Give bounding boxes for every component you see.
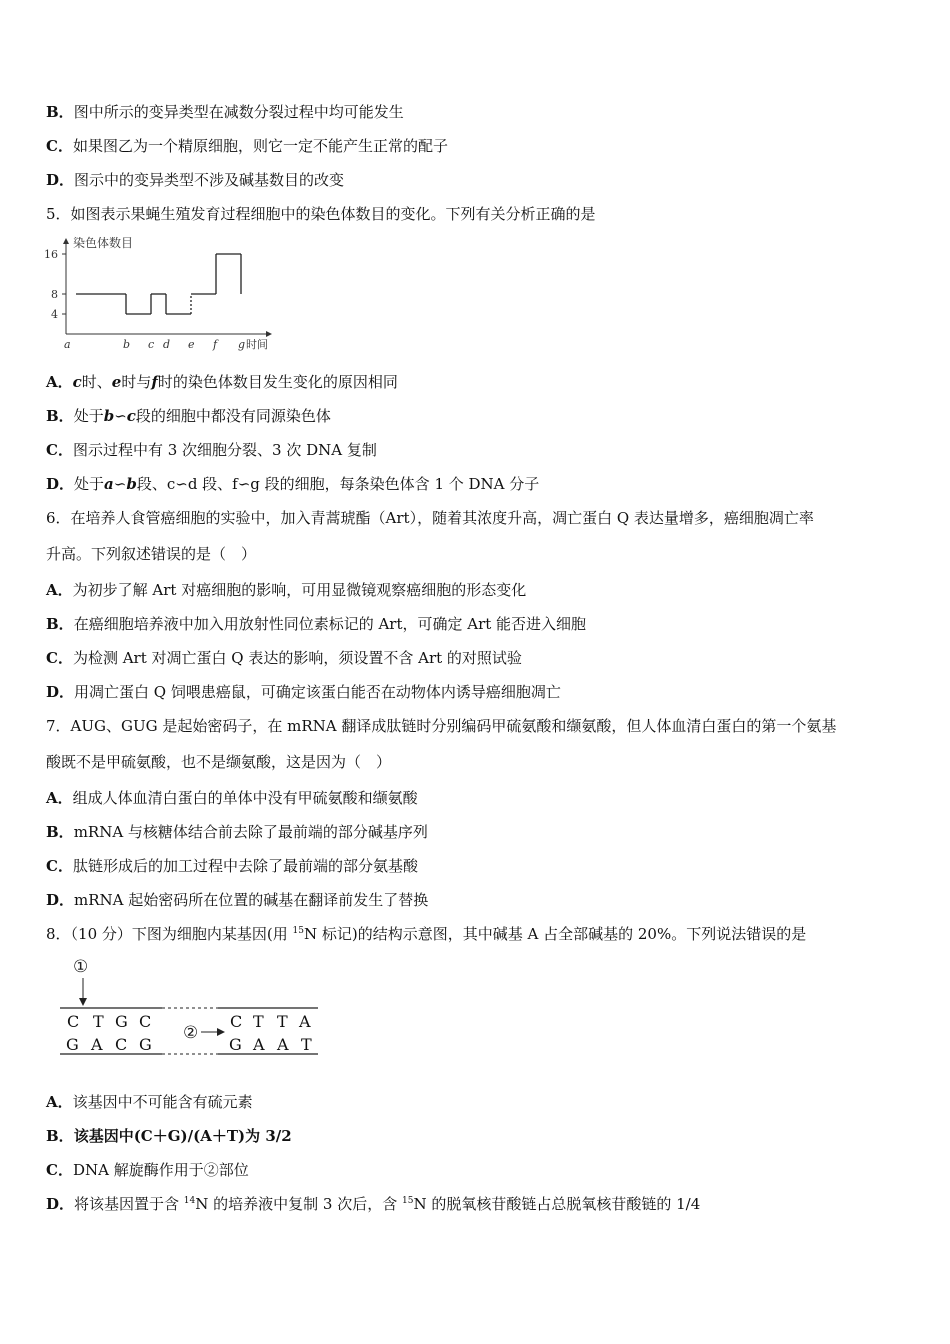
base-top-left-1: C: [67, 1012, 80, 1031]
chromosome-number-chart: [40, 232, 280, 356]
option-text: c: [126, 407, 136, 425]
option-text: 肽链形成后的加工过程中去除了最前端的部分氨基酸: [72, 857, 418, 875]
q7-option-a: [46, 788, 418, 808]
base-bottom-right-3: A: [277, 1035, 289, 1054]
option-text: 处于: [74, 475, 105, 493]
option-text: 该基因中(C＋G)/(A＋T)为 3/2: [73, 1127, 292, 1145]
option-text: 将该基因置于含: [74, 1195, 184, 1213]
option-label: C．: [46, 441, 73, 459]
option-text: c: [72, 373, 82, 391]
q6-stem-line1: 6．在培养人食管癌细胞的实验中，加入青蒿琥酯（Art），随着其浓度升高，凋亡蛋白 Q 表达量增多，癌细胞凋亡率: [46, 509, 814, 527]
option-text: mRNA 起始密码所在位置的碱基在翻译前发生了替换: [74, 891, 429, 909]
q6-stem-line2: 升高。下列叙述错误的是（ ）: [46, 545, 257, 563]
base-bottom-left-3: C: [115, 1035, 128, 1054]
q8-option-a: [46, 1092, 253, 1112]
option-label: A．: [46, 1093, 73, 1111]
y-tick-label: 8: [51, 288, 58, 301]
option-text: b: [103, 407, 115, 425]
base-top-right-1: C: [230, 1012, 243, 1031]
base-top-left-3: G: [115, 1012, 128, 1031]
option-text: 段、c∽d 段、f∽g 段的细胞，每条染色体含 1 个 DNA 分子: [136, 475, 540, 493]
option-label: D．: [46, 891, 75, 909]
q5-option-a: [46, 372, 398, 392]
y-axis-arrow: [63, 238, 69, 244]
q5-option-b: [46, 406, 331, 426]
stem-text: 8．（10 分）下图为细胞内某基因(用: [46, 925, 293, 943]
x-tick-label: c: [148, 338, 155, 351]
base-bottom-right-4: T: [301, 1035, 312, 1054]
option-label: C．: [46, 137, 73, 155]
option-text: 处于: [73, 407, 104, 425]
chart-series: [76, 254, 241, 314]
base-bottom-right-2: A: [253, 1035, 265, 1054]
q6-option-c: [46, 648, 522, 668]
option-text: DNA 解旋酶作用于②部位: [72, 1161, 249, 1179]
dna-structure-figure: [55, 952, 335, 1064]
q8-option-b: [46, 1126, 292, 1146]
option-label: D．: [46, 1195, 75, 1213]
option-label: D．: [46, 475, 75, 493]
option-text: 时与: [121, 373, 152, 391]
option-label: D．: [46, 171, 75, 189]
option-text: 组成人体血清白蛋白的单体中没有甲硫氨酸和缬氨酸: [72, 789, 418, 807]
base-bottom-right-1: G: [229, 1035, 242, 1054]
base-top-right-4: A: [299, 1012, 311, 1031]
q7-option-d: [46, 890, 428, 910]
option-label: B．: [46, 1127, 74, 1145]
option-text: 为检测 Art 对凋亡蛋白 Q 表达的影响，须设置不含 Art 的对照试验: [72, 649, 522, 667]
q8-option-c: [46, 1160, 249, 1180]
option-text: b: [126, 475, 137, 493]
q5-option-c: [46, 440, 377, 460]
base-bottom-left-4: G: [139, 1035, 152, 1054]
q4-option-b: [46, 102, 404, 122]
option-label: C．: [46, 649, 73, 667]
q7-stem-line1: 7．AUG、GUG 是起始密码子，在 mRNA 翻译成肽链时分别编码甲硫氨酸和缬氨酸，但人体血清白蛋白的第一个氨基: [46, 717, 837, 735]
q8-option-d: [46, 1194, 700, 1214]
option-text: mRNA 与核糖体结合前去除了最前端的部分碱基序列: [73, 823, 428, 841]
q4-option-d: [46, 170, 344, 190]
arrow-head: [79, 998, 87, 1006]
q6-option-b: [46, 614, 586, 634]
option-text: e: [111, 373, 122, 391]
option-label: B．: [46, 823, 74, 841]
option-text: 该基因中不可能含有硫元素: [72, 1093, 253, 1111]
marker-1: ①: [73, 957, 89, 977]
x-tick-label: d: [163, 338, 171, 351]
option-text: 时、: [81, 373, 112, 391]
y-tick-label: 4: [51, 308, 58, 321]
base-bottom-left-2: A: [91, 1035, 103, 1054]
option-label: C．: [46, 1161, 73, 1179]
option-label: B．: [46, 103, 74, 121]
option-text: a: [104, 475, 114, 493]
base-top-left-2: T: [93, 1012, 104, 1031]
base-top-right-3: T: [277, 1012, 288, 1031]
x-axis-arrow: [266, 331, 272, 337]
arrow-head: [217, 1028, 225, 1036]
q6-option-a: [46, 580, 526, 600]
option-text: 在癌细胞培养液中加入用放射性同位素标记的 Art，可确定 Art 能否进入细胞: [73, 615, 587, 633]
option-label: D．: [46, 683, 75, 701]
option-text: 时的染色体数目发生变化的原因相同: [157, 373, 398, 391]
stem-text: N 标记)的结构示意图，其中碱基 A 占全部碱基的 20%。下列说法错误的是: [303, 925, 807, 943]
isotope-superscript: 14: [183, 1196, 196, 1206]
option-text: 图示中的变异类型不涉及碱基数目的改变: [74, 171, 345, 189]
isotope-superscript: 15: [402, 1196, 414, 1206]
marker-2: ②: [183, 1023, 199, 1043]
option-text: N 的脱氧核苷酸链占总脱氧核苷酸链的 1/4: [413, 1195, 701, 1213]
option-label: B．: [46, 615, 74, 633]
option-label: B．: [46, 407, 74, 425]
base-bottom-left-1: G: [66, 1035, 79, 1054]
q5-option-d: [46, 474, 539, 494]
option-text: 图示过程中有 3 次细胞分裂、3 次 DNA 复制: [72, 441, 377, 459]
option-label: A．: [46, 581, 73, 599]
q7-option-b: [46, 822, 428, 842]
q8-stem: [46, 924, 806, 944]
option-text: 段的细胞中都没有同源染色体: [135, 407, 331, 425]
y-axis-label: 染色体数目: [73, 236, 134, 250]
option-label: A．: [46, 373, 73, 391]
x-tick-label: e: [188, 338, 195, 351]
y-tick-label: 16: [44, 248, 58, 261]
option-text: ∽: [113, 475, 127, 493]
option-text: ∽: [114, 407, 127, 425]
chart-ticks: [44, 248, 245, 351]
q7-option-c: [46, 856, 418, 876]
q6-option-d: [46, 682, 561, 702]
x-tick-label: g: [238, 338, 246, 351]
base-top-right-2: T: [253, 1012, 264, 1031]
option-text: 用凋亡蛋白 Q 饲喂患癌鼠，可确定该蛋白能否在动物体内诱导癌细胞凋亡: [74, 683, 561, 701]
x-tick-label: a: [64, 338, 71, 351]
base-top-left-4: C: [139, 1012, 152, 1031]
isotope-superscript: 15: [292, 926, 304, 936]
option-text: 图中所示的变异类型在减数分裂过程中均可能发生: [73, 103, 404, 121]
q4-option-c: [46, 136, 448, 156]
option-text: 为初步了解 Art 对癌细胞的影响，可用显微镜观察癌细胞的形态变化: [72, 581, 527, 599]
q7-stem-line2: 酸既不是甲硫氨酸，也不是缬氨酸，这是因为（ ）: [46, 753, 392, 771]
option-text: N 的培养液中复制 3 次后，含: [195, 1195, 402, 1213]
x-tick-label: b: [123, 338, 131, 351]
q5-stem: 5．如图表示果蝇生殖发育过程细胞中的染色体数目的变化。下列有关分析正确的是: [46, 205, 596, 223]
option-label: A．: [46, 789, 73, 807]
option-text: f: [151, 373, 158, 391]
x-tick-label: f: [213, 338, 218, 351]
option-label: C．: [46, 857, 73, 875]
x-axis-label: 时间: [246, 338, 268, 351]
option-text: 如果图乙为一个精原细胞，则它一定不能产生正常的配子: [72, 137, 448, 155]
